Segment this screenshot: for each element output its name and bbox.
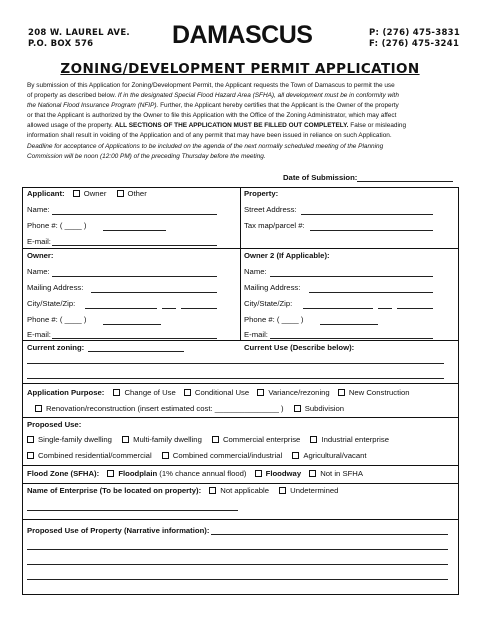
town-address bbox=[28, 28, 130, 50]
variance-rezoning-checkbox[interactable] bbox=[257, 389, 264, 396]
agricultural-checkbox[interactable] bbox=[292, 452, 299, 459]
owner-phone-field[interactable] bbox=[103, 324, 161, 325]
intro-line: Commission will be noon (12:00 PM) of the preceding Thursday before the meeting. bbox=[27, 152, 266, 160]
owner-city-field[interactable] bbox=[85, 308, 157, 309]
conditional-use-checkbox[interactable] bbox=[184, 389, 191, 396]
intro-text: of property as described below. bbox=[27, 92, 118, 100]
narrative-line[interactable] bbox=[27, 564, 448, 565]
town-contact bbox=[369, 28, 460, 50]
street-address-field[interactable] bbox=[301, 214, 433, 215]
owner-zip-field[interactable] bbox=[181, 308, 217, 309]
undetermined-checkbox[interactable] bbox=[279, 487, 286, 494]
intro-text: allowed usage of the property. bbox=[27, 122, 115, 130]
single-family-label: Single-family dwelling bbox=[38, 435, 112, 444]
floodplain-note: (1% chance annual flood) bbox=[157, 469, 247, 478]
applicant-email-field[interactable] bbox=[52, 245, 217, 246]
combined-comm-ind-label: Combined commercial/industrial bbox=[172, 451, 283, 460]
date-of-submission-field[interactable] bbox=[357, 181, 453, 182]
applicant-name-label: Name: bbox=[27, 205, 50, 214]
proposed-use-row1 bbox=[27, 435, 389, 445]
owner-option-label: Owner bbox=[83, 189, 107, 198]
current-zoning-field[interactable] bbox=[88, 351, 184, 352]
owner2-phone-field[interactable] bbox=[320, 324, 378, 325]
owner2-email-field[interactable] bbox=[270, 338, 433, 339]
owner2-city-label: City/State/Zip: bbox=[244, 299, 293, 308]
owner-phone-label: Phone #: ( ____ ) bbox=[27, 315, 87, 324]
industrial-checkbox[interactable] bbox=[310, 436, 317, 443]
row-divider bbox=[22, 519, 459, 520]
tax-parcel-field[interactable] bbox=[310, 230, 433, 231]
intro-line bbox=[27, 101, 406, 111]
date-of-submission-label: Date of Submission: bbox=[283, 173, 358, 182]
owner2-mailing-field[interactable] bbox=[309, 292, 433, 293]
agricultural-label: Agricultural/vacant bbox=[303, 451, 367, 460]
current-use-line[interactable] bbox=[27, 363, 444, 364]
floodplain-checkbox[interactable] bbox=[107, 470, 114, 477]
form-border-bottom bbox=[22, 594, 459, 595]
current-use-label: Current Use (Describe below): bbox=[244, 343, 355, 352]
not-in-sfha-checkbox[interactable] bbox=[309, 470, 316, 477]
narrative-line[interactable] bbox=[211, 534, 448, 535]
fax-number: F: (276) 475-3241 bbox=[369, 39, 460, 49]
damascus-logo: DAMASCUS bbox=[172, 21, 313, 49]
narrative-line[interactable] bbox=[27, 579, 448, 580]
owner-city-label: City/State/Zip: bbox=[27, 299, 76, 308]
commercial-checkbox[interactable] bbox=[212, 436, 219, 443]
subdivision-checkbox[interactable] bbox=[294, 405, 301, 412]
not-in-sfha-label: Not in SFHA bbox=[320, 469, 363, 478]
application-purpose-row bbox=[27, 388, 410, 398]
owner-mailing-label: Mailing Address: bbox=[27, 283, 84, 292]
current-use-line[interactable] bbox=[27, 378, 444, 379]
phone-number: P: (276) 475-3831 bbox=[369, 28, 461, 38]
address-line1: 208 W. LAUREL AVE. bbox=[28, 28, 130, 38]
narrative-line[interactable] bbox=[27, 549, 448, 550]
applicant-label: Applicant: bbox=[27, 189, 65, 198]
commercial-label: Commercial enterprise bbox=[222, 435, 301, 444]
application-purpose-row2 bbox=[35, 404, 344, 414]
owner2-phone-label: Phone #: ( ____ ) bbox=[244, 315, 304, 324]
industrial-label: Industrial enterprise bbox=[321, 435, 389, 444]
floodway-label: Floodway bbox=[265, 469, 302, 478]
applicant-phone-field[interactable] bbox=[103, 230, 166, 231]
conditional-use-label: Conditional Use bbox=[194, 388, 250, 397]
intro-line bbox=[27, 121, 406, 131]
combined-res-comm-checkbox[interactable] bbox=[27, 452, 34, 459]
applicant-email-label: E-mail: bbox=[27, 237, 51, 246]
multi-family-checkbox[interactable] bbox=[122, 436, 129, 443]
property-label: Property: bbox=[244, 189, 279, 198]
combined-comm-ind-checkbox[interactable] bbox=[162, 452, 169, 459]
single-family-checkbox[interactable] bbox=[27, 436, 34, 443]
intro-line bbox=[27, 91, 406, 101]
intro-italic: the National Flood Insurance Program (NFIP). bbox=[27, 102, 159, 110]
intro-paragraph bbox=[27, 81, 406, 162]
owner2-label: Owner 2 (If Applicable): bbox=[244, 251, 330, 260]
application-purpose-label: Application Purpose: bbox=[27, 388, 105, 397]
proposed-use-row2 bbox=[27, 451, 367, 461]
owner2-zip-field[interactable] bbox=[397, 308, 433, 309]
not-applicable-label: Not applicable bbox=[220, 486, 270, 495]
narrative-label: Proposed Use of Property (Narrative information): bbox=[27, 526, 210, 535]
intro-line: By submission of this Application for Zoning/Development Permit, the Applicant requests the Town of Damascus to permit the use bbox=[27, 82, 395, 89]
owner2-name-field[interactable] bbox=[270, 276, 433, 277]
enterprise-row bbox=[27, 486, 338, 496]
row-divider bbox=[22, 417, 459, 418]
flood-zone-label: Flood Zone (SFHA): bbox=[27, 469, 100, 478]
multi-family-label: Multi-family dwelling bbox=[133, 435, 202, 444]
flood-zone-row bbox=[27, 469, 363, 479]
owner-name-field[interactable] bbox=[52, 276, 217, 277]
intro-text: Further, the Applicant hereby certifies that the Applicant is the Owner of the property bbox=[158, 102, 399, 110]
applicant-name-field[interactable] bbox=[52, 214, 217, 215]
other-checkbox[interactable] bbox=[117, 190, 124, 197]
variance-rezoning-label: Variance/rezoning bbox=[268, 388, 330, 397]
renovation-checkbox[interactable] bbox=[35, 405, 42, 412]
row-divider bbox=[22, 248, 459, 249]
other-option-label: Other bbox=[127, 189, 147, 198]
floodplain-label: Floodplain bbox=[118, 469, 158, 478]
row-divider bbox=[22, 465, 459, 466]
applicant-row bbox=[27, 189, 147, 199]
owner-name-label: Name: bbox=[27, 267, 50, 276]
current-zoning-label: Current zoning: bbox=[27, 343, 85, 352]
intro-line: information shall result in voiding of the Application and of any permit that may have been issued in reliance on such Application. bbox=[27, 132, 392, 140]
renovation-label: Renovation/reconstruction (insert estimated cost: _______________ ) bbox=[46, 404, 284, 413]
row-divider bbox=[22, 383, 459, 384]
floodway-checkbox[interactable] bbox=[255, 470, 262, 477]
combined-res-comm-label: Combined residential/commercial bbox=[38, 451, 152, 460]
intro-line: or that the Applicant is authorized by the Owner to file this Application with the Office of the Zoning Administrator, which may affect bbox=[27, 112, 397, 120]
owner2-city-field[interactable] bbox=[303, 308, 373, 309]
new-construction-label: New Construction bbox=[348, 388, 410, 397]
owner-state-field[interactable] bbox=[162, 308, 176, 309]
street-address-label: Street Address: bbox=[244, 205, 297, 214]
change-of-use-checkbox[interactable] bbox=[113, 389, 120, 396]
row-divider bbox=[22, 340, 459, 341]
intro-text: False or misleading bbox=[348, 122, 407, 130]
enterprise-label: Name of Enterprise (To be located on property): bbox=[27, 486, 202, 495]
new-construction-checkbox[interactable] bbox=[338, 389, 345, 396]
row-divider bbox=[22, 483, 459, 484]
subdivision-label: Subdivision bbox=[304, 404, 345, 413]
owner2-name-label: Name: bbox=[244, 267, 267, 276]
owner2-mailing-label: Mailing Address: bbox=[244, 283, 301, 292]
proposed-use-label: Proposed Use: bbox=[27, 420, 82, 429]
intro-bold: ALL SECTIONS OF THE APPLICATION MUST BE FILLED OUT COMPLETELY. bbox=[114, 122, 349, 130]
owner-email-label: E-mail: bbox=[27, 330, 51, 339]
address-line2: P.O. BOX 576 bbox=[28, 39, 94, 49]
not-applicable-checkbox[interactable] bbox=[209, 487, 216, 494]
owner2-email-label: E-mail: bbox=[244, 330, 268, 339]
owner-checkbox[interactable] bbox=[73, 190, 80, 197]
change-of-use-label: Change of Use bbox=[124, 388, 176, 397]
undetermined-label: Undetermined bbox=[290, 486, 339, 495]
owner2-state-field[interactable] bbox=[378, 308, 392, 309]
intro-line: Deadline for acceptance of Applications to be included on the agenda of the next normally scheduled meeting of the Planning bbox=[27, 142, 384, 150]
intro-italic: If in the designated Special Flood Hazard Area (SFHA), all development must be in conformity with bbox=[117, 92, 399, 100]
page-title: ZONING/DEVELOPMENT PERMIT APPLICATION bbox=[60, 61, 420, 77]
owner-label: Owner: bbox=[27, 251, 54, 260]
applicant-phone-label: Phone #: ( ____ ) bbox=[27, 221, 87, 230]
owner-mailing-field[interactable] bbox=[91, 292, 217, 293]
tax-parcel-label: Tax map/parcel #: bbox=[244, 221, 305, 230]
enterprise-name-field[interactable] bbox=[27, 510, 238, 511]
column-divider bbox=[240, 187, 241, 340]
owner-email-field[interactable] bbox=[52, 338, 217, 339]
